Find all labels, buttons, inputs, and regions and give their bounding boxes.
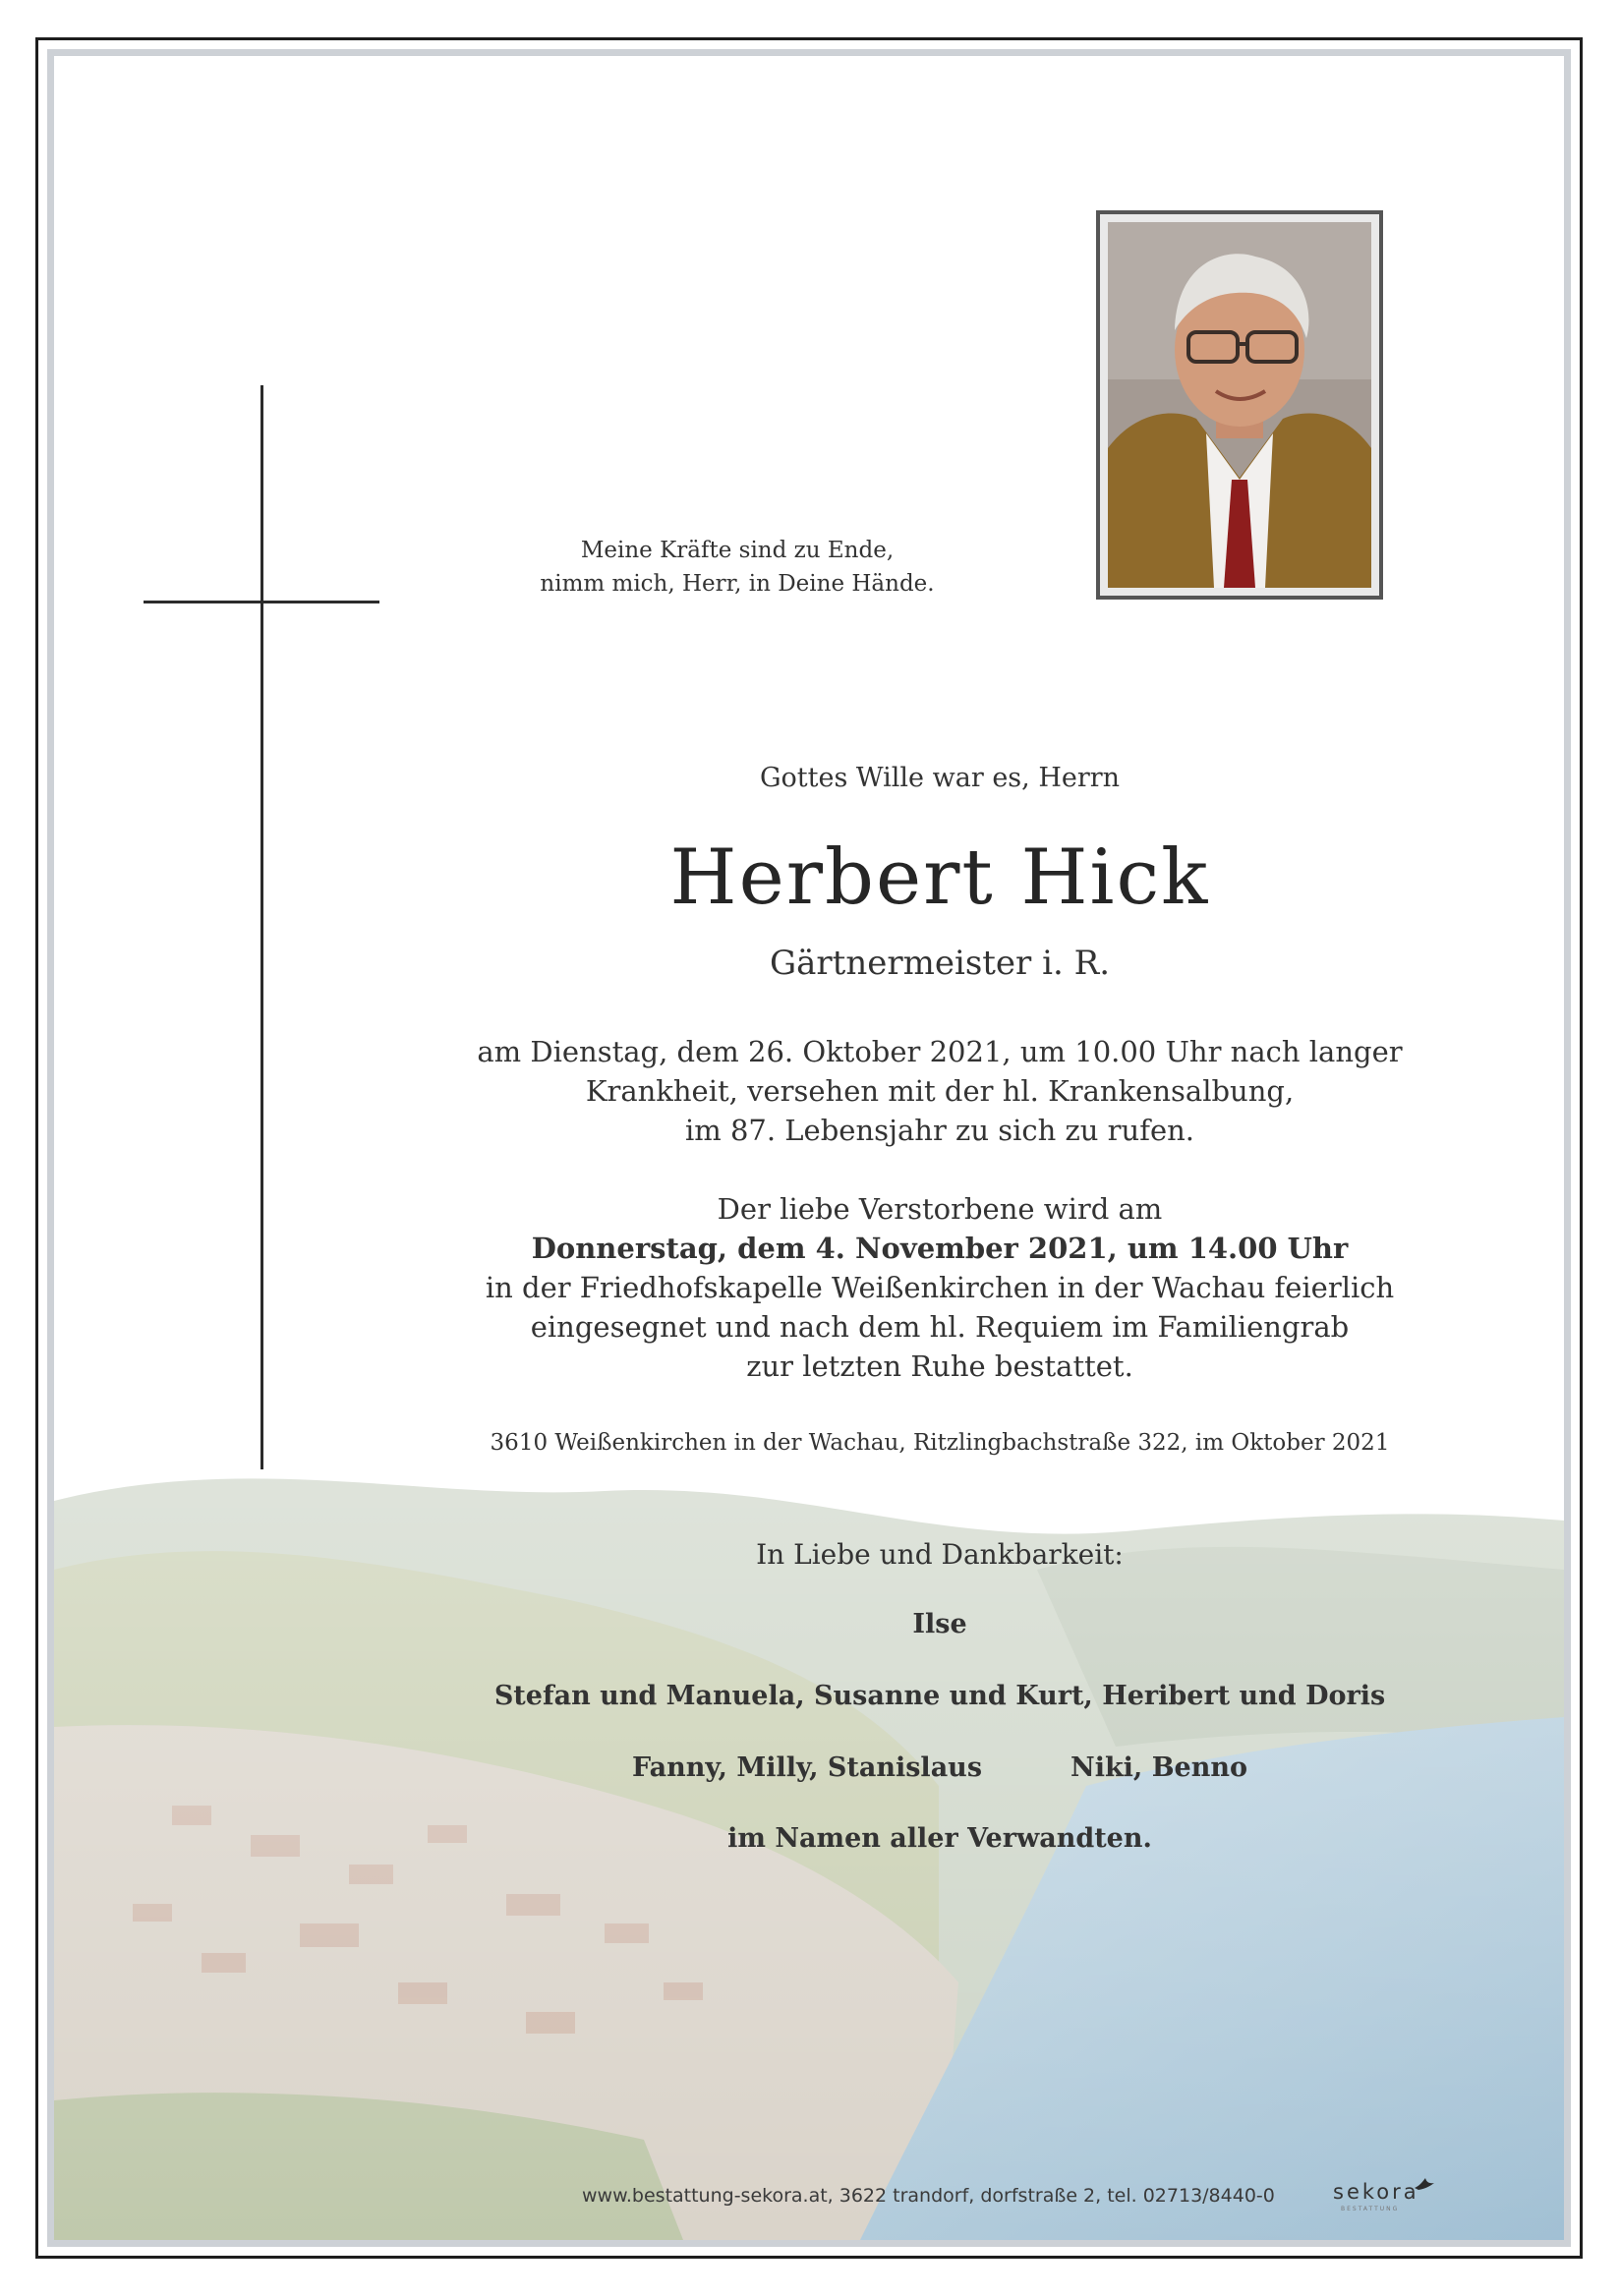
cross-horizontal-bar	[144, 601, 379, 603]
funeral-home-logo: sekora	[1333, 2180, 1419, 2204]
mourner-group: Niki, Benno	[1070, 1752, 1248, 1783]
funeral-intro: Der liebe Verstorbene wird am	[717, 1192, 1163, 1226]
mourner-group: Fanny, Milly, Stanislaus	[631, 1752, 983, 1783]
mourner-line	[413, 1752, 1467, 1783]
funeral-home-logo-sub: BESTATTUNG	[1341, 2206, 1400, 2212]
portrait-frame	[1096, 210, 1383, 600]
cross-vertical-bar	[260, 385, 263, 1469]
portrait-photo	[1108, 222, 1371, 588]
death-line: Krankheit, versehen mit der hl. Krankensalbung,	[585, 1074, 1295, 1108]
verse-line: Meine Kräfte sind zu Ende,	[580, 538, 895, 563]
place-and-date: 3610 Weißenkirchen in der Wachau, Ritzlingbachstraße 322, im Oktober 2021	[490, 1430, 1390, 1456]
dove-icon	[1414, 2176, 1435, 2192]
deceased-title: Gärtnermeister i. R.	[769, 944, 1111, 983]
thanks-line: In Liebe und Dankbarkeit:	[756, 1538, 1124, 1571]
verse-line: nimm mich, Herr, in Deine Hände.	[540, 571, 935, 597]
deceased-name: Herbert Hick	[669, 833, 1210, 922]
bible-verse	[492, 534, 983, 601]
funeral-home-contact: www.bestattung-sekora.at, 3622 trandorf, dorfstraße 2, tel. 02713/8440-0	[582, 2185, 1275, 2207]
funeral-line: zur letzten Ruhe bestattet.	[746, 1349, 1133, 1383]
death-line: am Dienstag, dem 26. Oktober 2021, um 10.00 Uhr nach langer	[477, 1035, 1403, 1068]
mourner-line: Ilse	[912, 1609, 967, 1639]
mourner-line: Stefan und Manuela, Susanne und Kurt, Heribert und Doris	[493, 1681, 1386, 1711]
funeral-line: in der Friedhofskapelle Weißenkirchen in der Wachau feierlich	[485, 1271, 1395, 1304]
death-notice	[413, 1032, 1467, 1150]
funeral-line: eingesegnet und nach dem hl. Requiem im Familiengrab	[530, 1310, 1350, 1344]
death-line: im 87. Lebensjahr zu sich zu rufen.	[684, 1114, 1195, 1147]
funeral-date: Donnerstag, dem 4. November 2021, um 14.00 Uhr	[531, 1232, 1349, 1265]
funeral-notice	[413, 1189, 1467, 1386]
intro-line: Gottes Wille war es, Herrn	[759, 763, 1121, 793]
mourner-line: im Namen aller Verwandten.	[727, 1823, 1152, 1854]
